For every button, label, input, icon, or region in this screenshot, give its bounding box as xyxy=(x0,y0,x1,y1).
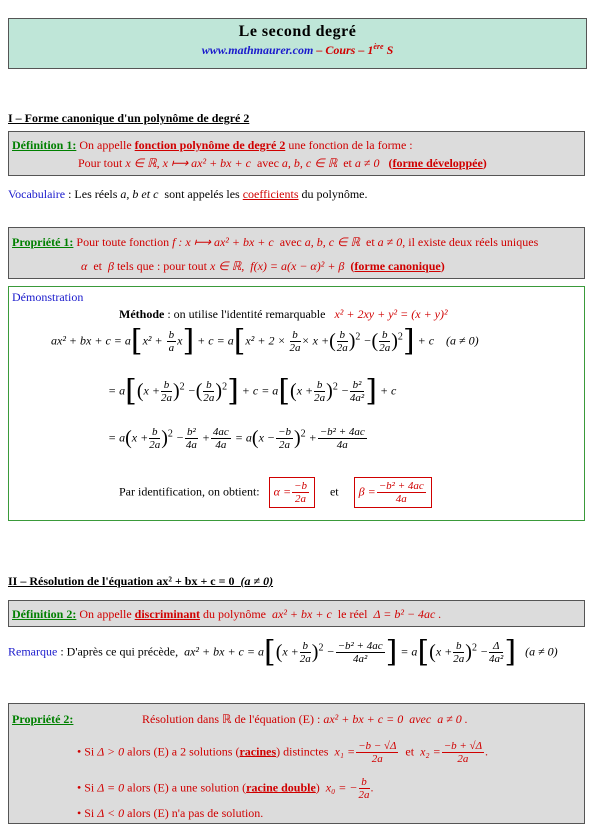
demo-conclusion: Par identification, on obtient: α = $\frac{-b}{2a}$ et β = $\frac{\text{−b² + 4ac}}{4a}$ xyxy=(119,477,432,508)
demo-line-3: = a(x + $\frac{b}{2a}$ )$^2$ − $\frac{\text{b²}}{4a}$ + $\frac{4ac}{4a}$ = a(x − $\frac{-b}{2a}$ )$^2$ + $\frac{\text{−b² + 4ac}}{4a}$ xyxy=(108,426,365,451)
vocabulaire-label: Vocabulaire xyxy=(8,187,66,201)
term-discriminant: discriminant xyxy=(134,607,200,621)
definition-1-label: Définition 1: xyxy=(12,138,77,152)
section-2-title: II – Résolution de l'équation ax² + bx + c = 0 (a ≠ 0) xyxy=(8,574,274,588)
definition-2-box: Définition 2: On appelle discriminant du polynôme ax² + bx + c le réel Δ = b² − 4ac . xyxy=(8,600,585,627)
demo-line-2: = a[(x + $\frac{b}{2a}$ )$^2$ −( $\frac{b}{2a}$ )$^2$] + c = a[(x + $\frac{b}{2a}$ )$^2$ − $\frac{\text{b²}}{\text{4a²}}$ ] + c xyxy=(108,373,397,409)
term-fonction-polynome: fonction polynôme de degré 2 xyxy=(134,138,286,152)
site-link[interactable]: www.mathmaurer.com xyxy=(201,43,314,57)
propriete-1-label: Propriété 1: xyxy=(12,235,74,249)
propriete-2-label: Propriété 2: xyxy=(12,712,74,726)
bullet-delta-zero: • Si Δ = 0 alors (E) a une solution (racine double) x₀ = − $\frac{b}{2a}$ . xyxy=(77,776,374,801)
demo-line-1: ax² + bx + c = a[x² + $\frac{b}{a}$ x] + c = a[x² + 2 × $\frac{b}{2a}$ × x +( $\frac{b}{2a}$ )$^2$ −( $\frac{b}{2a}$ )$^2$] + c (a ≠ 0) xyxy=(51,323,479,359)
section-1-title: I – Forme canonique d'un polynôme de degré 2 xyxy=(8,111,250,125)
tag-forme-developpee: forme développée xyxy=(392,156,483,170)
subtitle: www.mathmaurer.com – Cours – 1ère S xyxy=(201,42,394,57)
vocabulaire-line: Vocabulaire : Les réels a, b et c sont appelés les coefficients du polynôme. xyxy=(8,187,368,201)
term-coefficients: coefficients xyxy=(242,187,299,201)
demonstration-box: Démonstration Méthode : on utilise l'identité remarquable x² + 2xy + y² = (x + y)² ax² + bx + c = a[x² + $\frac{b}{a}$ x] + c = a[x² + 2 × $\frac{b}{2a}$ × x +( $\frac{b}{2a}$ )$^2$ −( $\frac{b}{2a}$ )$^2$] + c (a ≠ 0) = a[(x + $\frac{b}{2a}$ )$^2$ −( $\frac{b}{2a}$ )$^2$] + c = a[(x + $\frac{b}{2a}$ )$^2$ − $\frac{\text{b²}}{\text{4a²}}$ ] + c = a(x + $\frac{b}{2a}$ )$^2$ − $\frac{\text{b²}}{4a}$ + $\frac{4ac}{4a}$ = a(x − $\frac{-b}{2a}$ )$^2$ + $\frac{\text{−b² + 4ac}}{4a}$ Par identification, on obtient: α = $\frac{-b}{2a}$ et β = $\frac{\text{−b² + 4ac}}{4a}$ xyxy=(8,286,585,521)
remarque-line: Remarque : D'après ce qui précède, ax² + bx + c = a[(x + $\frac{b}{2a}$ )$^2$ − $\frac{\text{−b² + 4ac}}{\text{4a²}}$ ] = a[(x + $\frac{b}{2a}$ )$^2$ − $\frac{\Delta}{\text{4a²}}$ ] (a ≠ 0) xyxy=(8,634,558,670)
remarque-label: Remarque xyxy=(8,644,58,659)
demonstration-label: Démonstration xyxy=(12,290,84,304)
definition-2-label: Définition 2: xyxy=(12,607,77,621)
page-title: Le second degré xyxy=(238,23,357,40)
alpha-result: α = $\frac{-b}{2a}$ xyxy=(269,477,315,508)
propriete-2-box: Propriété 2: Résolution dans ℝ de l'équation (E) : ax² + bx + c = 0 avec a ≠ 0 . • Si Δ > 0 alors (E) a 2 solutions (racines) distinctes x₁ = $\frac{-b - √\Delta}{2a}$ et x₂ = $\frac{-b + √\Delta}{2a}$ . • Si Δ = 0 alors (E) a une solution (racine double) x₀ = − $\frac{b}{2a}$ . • Si Δ < 0 alors (E) n'a pas de solution. xyxy=(8,703,585,824)
bullet-delta-positive: • Si Δ > 0 alors (E) a 2 solutions (racines) distinctes x₁ = $\frac{-b - √\Delta}{2a}$ et x₂ = $\frac{-b + √\Delta}{2a}$ . xyxy=(77,740,489,765)
propriete-1-box: Propriété 1: Pour toute fonction f : x ⟼ ax² + bx + c avec a, b, c ∈ ℝ et a ≠ 0, il existe deux réels uniques α et β tels que : pour tout x ∈ ℝ, f(x) = a(x − α)² + β (forme canonique) xyxy=(8,227,585,279)
definition-1-box: Définition 1: On appelle fonction polynôme de degré 2 une fonction de la forme : Pour tout x ∈ ℝ, x ⟼ ax² + bx + c avec a, b, c ∈ ℝ et a ≠ 0 (forme développée) xyxy=(8,131,585,176)
beta-result: β = $\frac{\text{−b² + 4ac}}{4a}$ xyxy=(354,477,432,508)
bullet-delta-negative: • Si Δ < 0 alors (E) n'a pas de solution. xyxy=(77,806,264,820)
identity-remarkable: x² + 2xy + y² = (x + y)² xyxy=(334,307,448,321)
tag-forme-canonique: forme canonique xyxy=(354,259,441,273)
title-banner xyxy=(8,18,587,69)
